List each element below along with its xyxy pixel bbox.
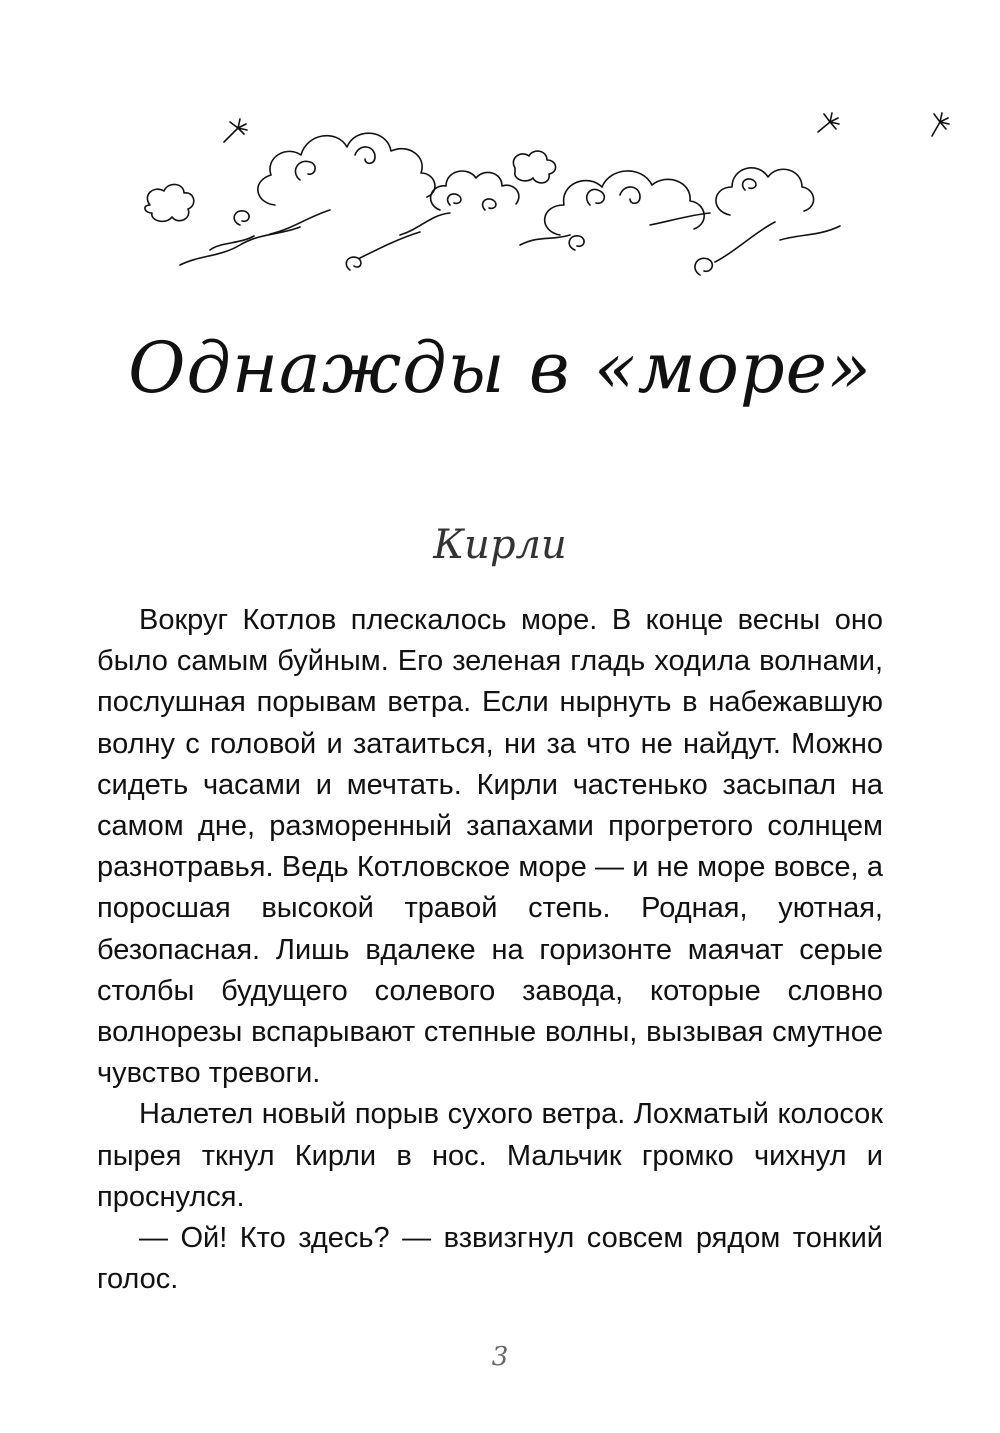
paragraph: — Ой! Кто здесь? — взвизгнул совсем рядом тонкий голос. (97, 1222, 883, 1296)
small-cloud-left (145, 184, 194, 221)
large-cloud-right (545, 171, 705, 235)
small-cloud-center (513, 151, 555, 183)
dandelion-seed-left (224, 119, 247, 142)
chapter-title: Однажды в «море» (128, 327, 872, 409)
section-title: Кирли (433, 522, 567, 568)
middle-cloud (431, 171, 519, 210)
paragraph: Вокруг Котлов плескалось море. В конце весны оно было самым буйным. Его зеленая гладь ходила волнами, послушная порывам ветра. Если нырнуть в набежавшую волну с головой и затаиться, ни за что не найдут. Можно сидеть часами и мечтать. Кирли частенько засыпал на самом дне, разморенный запахами прогретого солнцем разнотравья. Ведь Котловское море — и не море вовсе, а поросшая высокой травой степь. Родная, уютная, безопасная. Лишь вдалеке на горизонте маячат серые столбы будущего солевого завода, которые словно волнорезы вспарывают степные волны, вызывая смутное чувство тревоги. (97, 604, 883, 1090)
dandelion-seed-right-1 (818, 113, 839, 132)
cloud-far-right (716, 168, 814, 215)
paragraph: Налетел новый порыв сухого ветра. Лохматый колосок пырея ткнул Кирли в нос. Мальчик громко чихнул и проснулся. (97, 1098, 883, 1213)
large-cloud-left (258, 133, 435, 205)
clouds-illustration (0, 0, 1000, 310)
body-text (97, 600, 883, 1300)
dandelion-seed-right-2 (932, 113, 949, 136)
page-number: 3 (491, 1342, 509, 1372)
